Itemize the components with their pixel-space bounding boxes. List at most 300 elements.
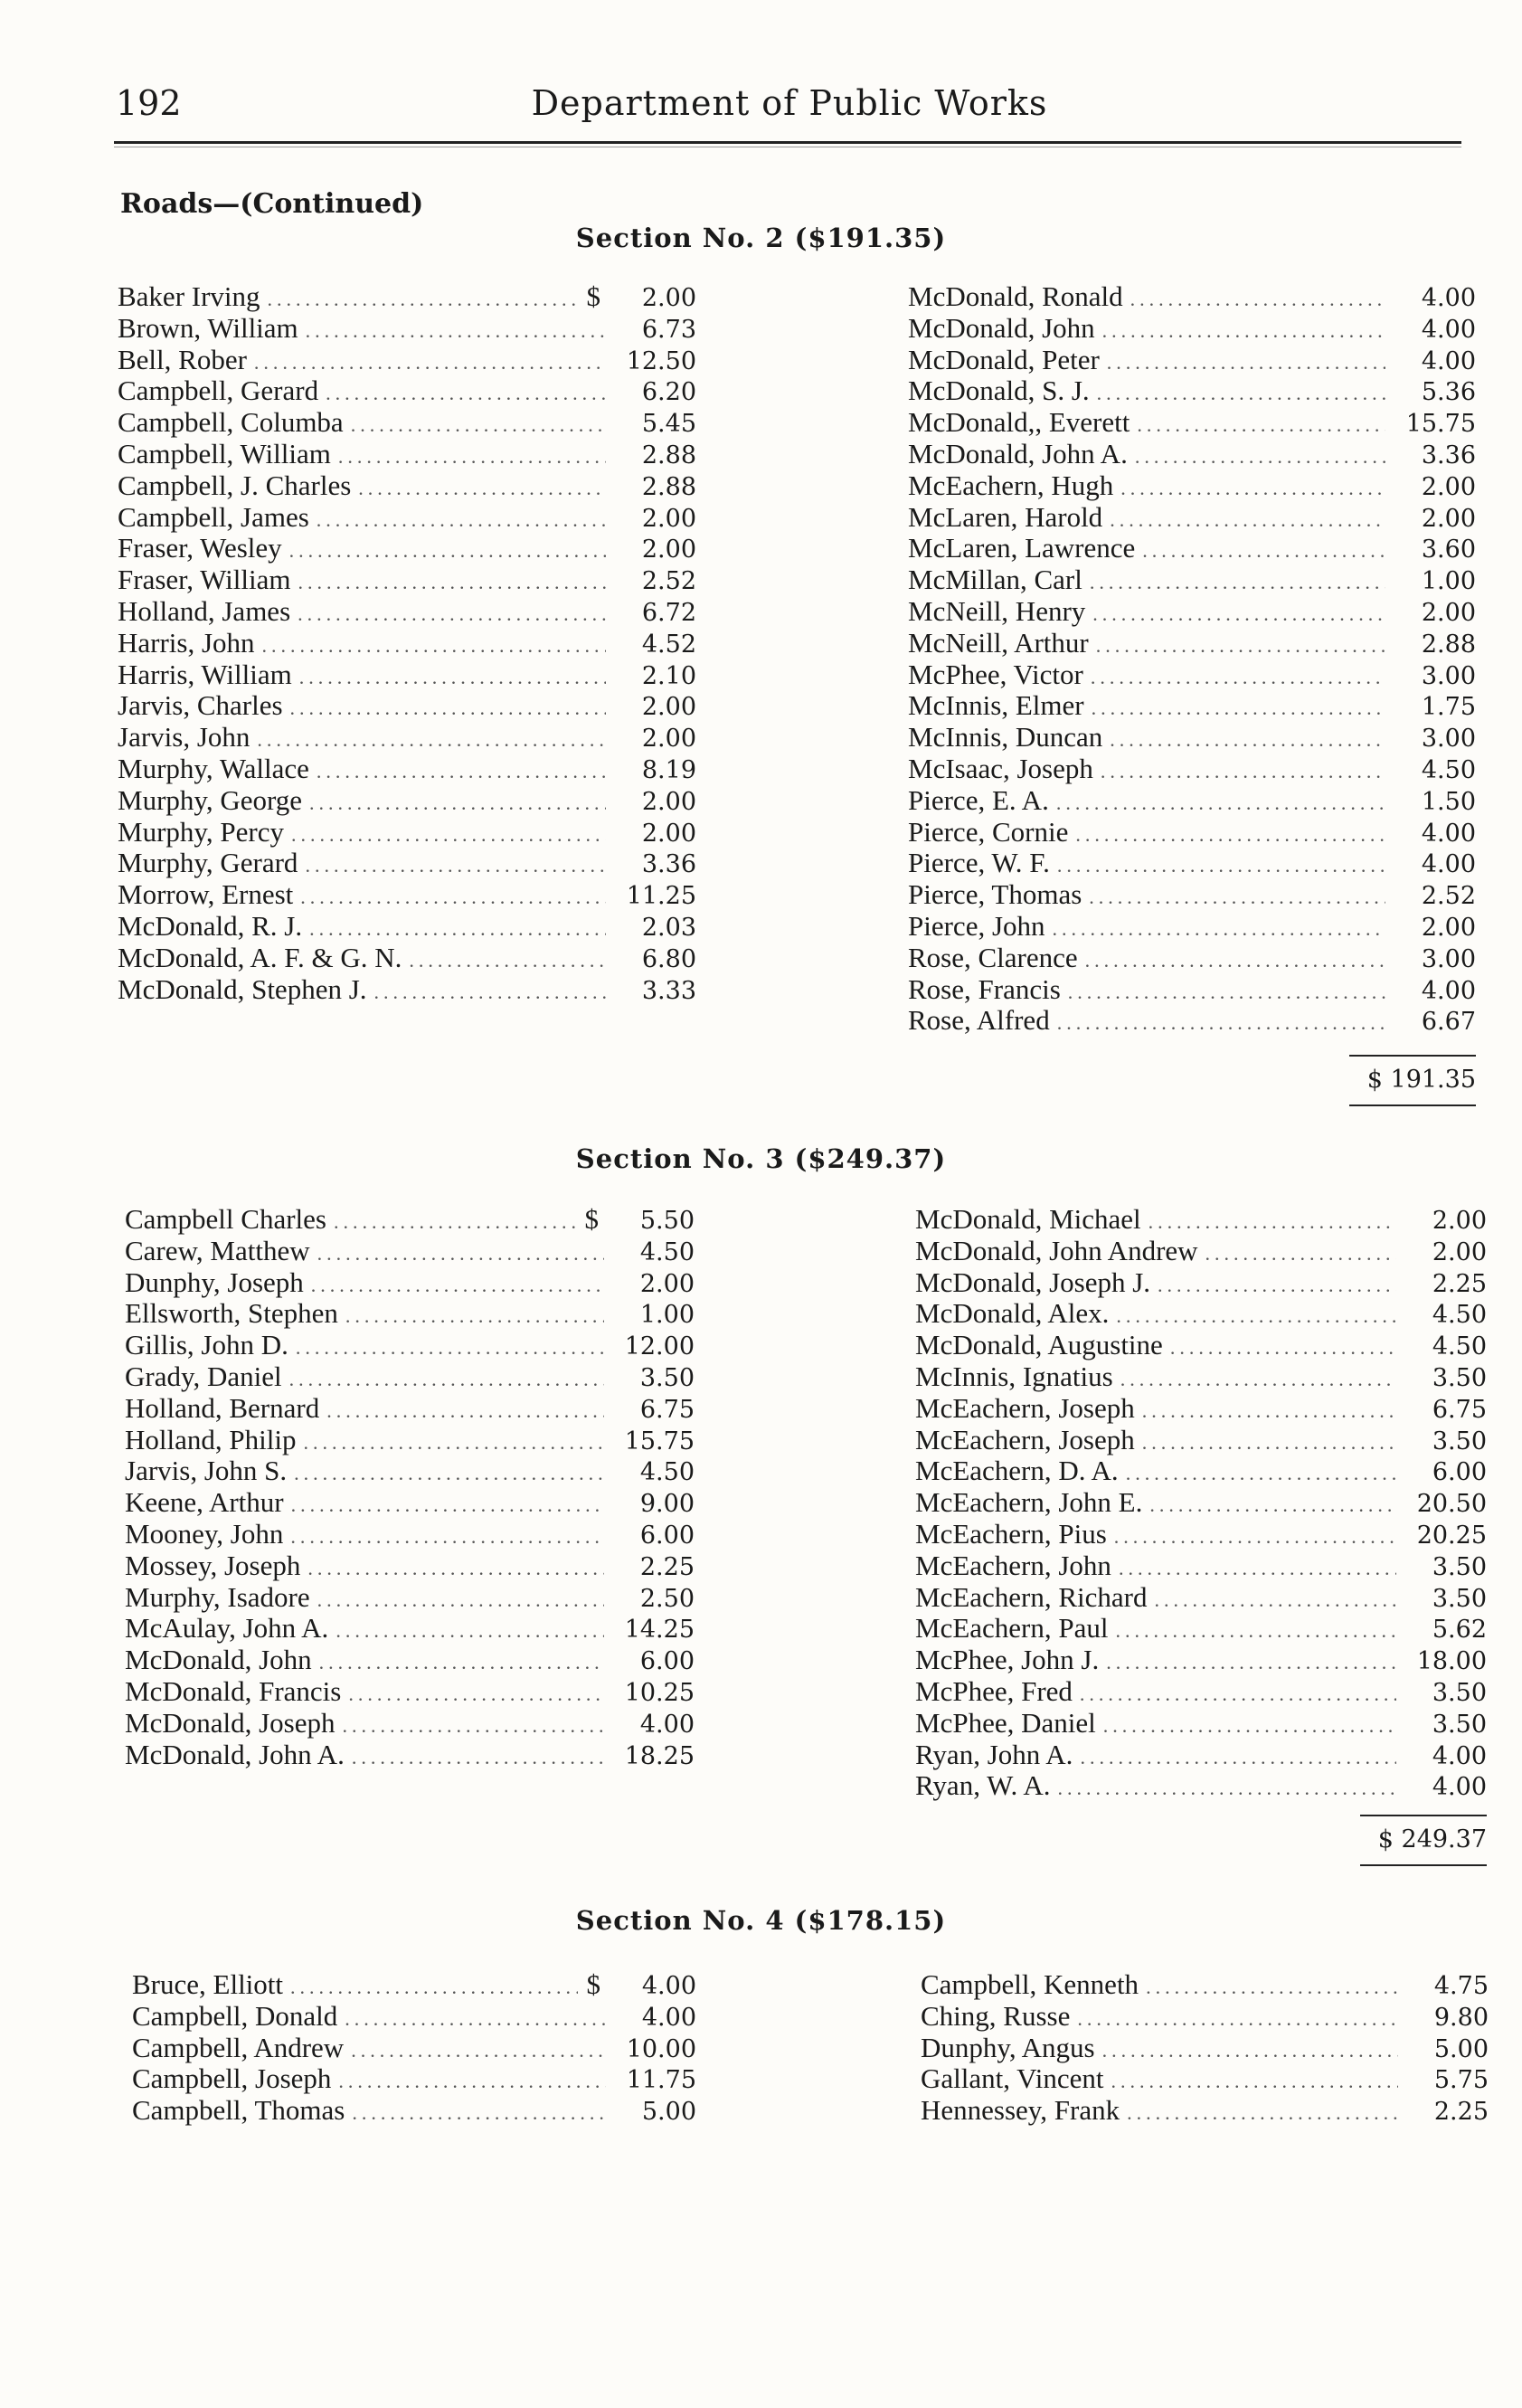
entry-amount: 4.00 xyxy=(1432,1773,1487,1802)
leader-dots xyxy=(1057,1777,1396,1800)
list-item xyxy=(915,1518,1487,1550)
entry-name: Ryan, John A. xyxy=(915,1738,1073,1770)
entry-name: Mossey, Joseph xyxy=(125,1549,301,1581)
entry-name: McDonald, John Andrew xyxy=(915,1234,1198,1266)
entry-name: Jarvis, John xyxy=(118,721,251,754)
entry-name: McDonald, Augustine xyxy=(915,1329,1163,1361)
entry-name: McDonald, S. J. xyxy=(908,374,1090,407)
list-item xyxy=(915,1392,1487,1424)
entry-amount: 6.75 xyxy=(1432,1395,1487,1424)
leader-dots xyxy=(338,2070,606,2093)
leader-dots xyxy=(1092,697,1385,720)
dollar-sign: $ xyxy=(586,280,600,312)
leader-dots xyxy=(296,1336,604,1360)
entry-amount: 4.75 xyxy=(1433,1972,1489,2000)
list-item xyxy=(908,689,1476,721)
entry-amount: 3.50 xyxy=(1432,1584,1487,1613)
entry-name: Campbell, J. Charles xyxy=(118,469,352,501)
entry-name: McInnis, Elmer xyxy=(908,689,1084,722)
list-item xyxy=(132,2094,696,2126)
entry-name: Fraser, William xyxy=(118,564,291,596)
entry-amount: 3.50 xyxy=(1432,1678,1487,1707)
leader-dots xyxy=(345,1304,604,1328)
entry-amount: 3.33 xyxy=(641,976,696,1005)
entry-name: McDonald, Francis xyxy=(125,1674,342,1707)
list-item xyxy=(132,1968,696,2000)
entry-name: McDonald, Michael xyxy=(915,1203,1141,1235)
entry-amount: 11.75 xyxy=(626,2066,696,2095)
entry-amount: 5.62 xyxy=(1432,1616,1487,1645)
list-item xyxy=(908,1004,1476,1036)
leader-dots xyxy=(289,1368,604,1391)
list-item xyxy=(118,784,696,816)
list-item xyxy=(915,1581,1487,1613)
list-item xyxy=(125,1392,695,1424)
leader-dots xyxy=(409,949,606,972)
leader-dots xyxy=(1090,571,1385,594)
entry-name: McEachern, Hugh xyxy=(908,469,1114,501)
entry-amount: 2.00 xyxy=(1421,598,1476,627)
list-item xyxy=(908,469,1476,501)
list-item xyxy=(132,2000,696,2032)
list-item xyxy=(125,1644,695,1675)
leader-dots xyxy=(1097,382,1385,405)
entry-amount: 3.00 xyxy=(1421,661,1476,690)
leader-dots xyxy=(1119,1557,1396,1580)
leader-dots xyxy=(1205,1242,1396,1266)
entry-amount: 5.00 xyxy=(641,2098,696,2127)
entry-amount: 3.50 xyxy=(1432,1710,1487,1739)
entry-amount: 3.50 xyxy=(1432,1552,1487,1581)
entry-name: Holland, Bernard xyxy=(125,1391,320,1424)
leader-dots xyxy=(338,445,606,469)
entry-name: McDonald, Stephen J. xyxy=(118,972,367,1005)
entry-amount: 1.75 xyxy=(1421,693,1476,722)
leader-dots xyxy=(1068,981,1385,1004)
list-item xyxy=(915,1612,1487,1644)
leader-dots xyxy=(262,634,606,658)
list-item xyxy=(908,312,1476,344)
entry-amount: 5.36 xyxy=(1421,378,1476,407)
section-3-title: Section No. 3 ($249.37) xyxy=(575,1143,947,1174)
leader-dots xyxy=(1077,2007,1398,2031)
leader-dots xyxy=(1127,2101,1398,2125)
entry-name: Hennessey, Frank xyxy=(921,2094,1120,2127)
entry-amount: 2.00 xyxy=(1432,1207,1487,1235)
leader-dots xyxy=(317,1588,604,1612)
entry-name: McEachern, John E. xyxy=(915,1486,1143,1519)
list-item xyxy=(908,878,1476,910)
entry-name: Ryan, W. A. xyxy=(915,1769,1051,1802)
leader-dots xyxy=(1085,949,1385,972)
list-item xyxy=(908,501,1476,533)
entry-amount: 4.00 xyxy=(1432,1741,1487,1770)
entry-amount: 6.73 xyxy=(641,315,696,344)
section-2-title: Section No. 2 ($191.35) xyxy=(575,223,947,253)
leader-dots xyxy=(290,697,606,720)
list-item xyxy=(118,689,696,721)
entry-name: McDonald, Joseph xyxy=(125,1706,336,1739)
entry-name: McLaren, Harold xyxy=(908,500,1103,533)
leader-dots xyxy=(1110,508,1385,532)
list-item xyxy=(118,344,696,375)
leader-dots xyxy=(290,1976,577,1999)
leader-dots xyxy=(348,1683,604,1706)
section-3-total: $ 249.37 xyxy=(1377,1825,1487,1853)
entry-amount: 6.75 xyxy=(639,1395,695,1424)
page-number: 192 xyxy=(116,83,182,123)
running-title: Department of Public Works xyxy=(531,83,1048,123)
entry-name: Morrow, Ernest xyxy=(118,878,294,911)
entry-name: McNeill, Henry xyxy=(908,594,1086,627)
leader-dots xyxy=(1102,2039,1398,2062)
entry-amount: 5.50 xyxy=(639,1207,695,1235)
list-item xyxy=(921,2000,1489,2032)
list-item xyxy=(118,847,696,878)
list-item xyxy=(915,1360,1487,1392)
entry-amount: 6.00 xyxy=(639,1647,695,1676)
leader-dots xyxy=(1057,854,1385,877)
entry-name: Bell, Rober xyxy=(118,343,247,375)
leader-dots xyxy=(1149,1493,1396,1517)
leader-dots xyxy=(291,1493,604,1517)
section-2-right-column xyxy=(908,280,1476,1036)
entry-amount: 4.50 xyxy=(1432,1332,1487,1361)
entry-amount: 2.25 xyxy=(639,1552,695,1581)
entry-amount: 4.52 xyxy=(641,630,696,659)
list-item xyxy=(125,1707,695,1739)
entry-name: Brown, William xyxy=(118,311,298,344)
list-item xyxy=(908,659,1476,690)
list-item xyxy=(118,973,696,1005)
entry-name: Murphy, George xyxy=(118,783,303,816)
list-item xyxy=(908,910,1476,942)
leader-dots xyxy=(1056,792,1385,815)
list-item xyxy=(125,1424,695,1455)
section-2-total: $ 191.35 xyxy=(1366,1066,1476,1094)
leader-dots xyxy=(303,1431,604,1455)
leader-dots xyxy=(1096,634,1385,658)
entry-name: McDonald, Alex. xyxy=(915,1297,1110,1330)
entry-amount: 1.00 xyxy=(1421,567,1476,596)
list-item xyxy=(908,816,1476,848)
entry-name: Pierce, John xyxy=(908,909,1045,942)
list-item xyxy=(908,595,1476,627)
entry-name: Murphy, Gerard xyxy=(118,847,298,879)
page-header xyxy=(116,83,1463,134)
list-item xyxy=(125,1297,695,1329)
list-item xyxy=(118,564,696,595)
entry-amount: 5.00 xyxy=(1433,2034,1489,2063)
entry-name: Harris, John xyxy=(118,626,255,659)
leader-dots xyxy=(299,666,606,689)
leader-dots xyxy=(1107,351,1385,374)
list-item xyxy=(921,2094,1489,2126)
entry-amount: 15.75 xyxy=(624,1427,695,1455)
section-3-left-column xyxy=(125,1203,695,1769)
list-item xyxy=(132,2032,696,2063)
section-2-left-column xyxy=(118,280,696,1004)
leader-dots xyxy=(1075,823,1385,847)
list-item xyxy=(915,1486,1487,1518)
list-item xyxy=(915,1644,1487,1675)
list-item xyxy=(908,973,1476,1005)
entry-name: McAulay, John A. xyxy=(125,1612,329,1645)
list-item xyxy=(908,942,1476,973)
entry-amount: 12.50 xyxy=(626,346,696,375)
entry-amount: 20.50 xyxy=(1416,1490,1487,1519)
leader-dots xyxy=(298,571,606,594)
entry-name: McEachern, Joseph xyxy=(915,1423,1135,1455)
leader-dots xyxy=(1130,288,1385,311)
leader-dots xyxy=(1120,477,1385,500)
list-item xyxy=(908,753,1476,784)
entry-name: McDonald, John A. xyxy=(125,1738,345,1770)
entry-name: McPhee, Daniel xyxy=(915,1706,1096,1739)
list-item xyxy=(125,1329,695,1360)
leader-dots xyxy=(334,1210,576,1234)
entry-name: Pierce, W. F. xyxy=(908,847,1050,879)
list-item xyxy=(125,1266,695,1298)
entry-amount: 2.00 xyxy=(641,284,696,312)
entry-amount: 9.00 xyxy=(639,1490,695,1519)
leader-dots xyxy=(351,413,606,437)
entry-name: Bruce, Elliott xyxy=(132,1968,284,2000)
leader-dots xyxy=(317,508,606,532)
entry-name: McDonald, John xyxy=(125,1644,312,1676)
leader-dots xyxy=(351,2039,606,2062)
leader-dots xyxy=(358,477,606,500)
entry-name: Rose, Clarence xyxy=(908,941,1078,973)
entry-amount: 4.50 xyxy=(1432,1301,1487,1330)
entry-name: Gallant, Vincent xyxy=(921,2062,1104,2095)
entry-amount: 4.00 xyxy=(639,1710,695,1739)
leader-dots xyxy=(336,1619,604,1643)
entry-name: McPhee, John J. xyxy=(915,1644,1100,1676)
entry-amount: 6.00 xyxy=(639,1521,695,1550)
leader-dots xyxy=(1103,1714,1396,1738)
total-rule-bottom xyxy=(1349,1104,1476,1106)
list-item xyxy=(125,1675,695,1707)
entry-name: Murphy, Isadore xyxy=(125,1580,310,1613)
entry-amount: 6.00 xyxy=(1432,1458,1487,1487)
entry-amount: 2.88 xyxy=(641,441,696,469)
entry-amount: 4.00 xyxy=(1421,346,1476,375)
list-item xyxy=(125,1360,695,1392)
leader-dots xyxy=(1116,1304,1396,1328)
section-4-right-column xyxy=(921,1968,1489,2126)
list-item xyxy=(915,1297,1487,1329)
section-4-title: Section No. 4 ($178.15) xyxy=(575,1905,947,1936)
entry-name: McDonald, John xyxy=(908,311,1095,344)
list-item xyxy=(118,878,696,910)
entry-name: Carew, Matthew xyxy=(125,1234,310,1266)
entry-name: Ellsworth, Stephen xyxy=(125,1297,338,1330)
leader-dots xyxy=(1092,602,1385,626)
entry-amount: 4.00 xyxy=(1421,315,1476,344)
leader-dots xyxy=(298,602,606,626)
list-item xyxy=(118,438,696,469)
entry-amount: 2.00 xyxy=(641,819,696,848)
leader-dots xyxy=(1155,1588,1397,1612)
entry-amount: 3.00 xyxy=(1421,725,1476,754)
leader-dots xyxy=(1170,1336,1396,1360)
entry-amount: 2.00 xyxy=(1421,913,1476,942)
entry-amount: 3.50 xyxy=(639,1363,695,1392)
section-4-left-column xyxy=(132,1968,696,2126)
leader-dots xyxy=(1089,886,1385,909)
entry-name: Campbell, Kenneth xyxy=(921,1968,1139,2000)
entry-name: McNeill, Arthur xyxy=(908,626,1089,659)
entry-name: Keene, Arthur xyxy=(125,1486,284,1519)
entry-name: McDonald, Ronald xyxy=(908,280,1123,312)
list-item xyxy=(118,942,696,973)
entry-amount: 2.00 xyxy=(1421,504,1476,533)
entry-amount: 18.25 xyxy=(624,1741,695,1770)
entry-amount: 2.10 xyxy=(641,661,696,690)
leader-dots xyxy=(268,288,578,311)
leader-dots xyxy=(289,539,606,563)
entry-amount: 1.50 xyxy=(1421,787,1476,816)
list-item xyxy=(921,2062,1489,2094)
entry-name: McLaren, Lawrence xyxy=(908,532,1136,564)
entry-amount: 2.00 xyxy=(639,1269,695,1298)
entry-amount: 4.50 xyxy=(1421,755,1476,784)
list-item xyxy=(118,721,696,753)
entry-amount: 2.00 xyxy=(641,504,696,533)
leader-dots xyxy=(342,1714,604,1738)
list-item xyxy=(915,1424,1487,1455)
entry-name: Rose, Francis xyxy=(908,972,1061,1005)
entry-amount: 6.67 xyxy=(1421,1008,1476,1037)
leader-dots xyxy=(317,1242,604,1266)
leader-dots xyxy=(374,981,606,1004)
leader-dots xyxy=(319,1651,604,1674)
list-item xyxy=(915,1203,1487,1235)
entry-name: Campbell Charles xyxy=(125,1203,326,1235)
list-item xyxy=(125,1486,695,1518)
list-item xyxy=(125,1612,695,1644)
entry-amount: 2.00 xyxy=(641,787,696,816)
list-item xyxy=(125,1518,695,1550)
leader-dots xyxy=(1158,1274,1396,1297)
list-item xyxy=(118,501,696,533)
list-item xyxy=(118,753,696,784)
leader-dots xyxy=(1120,1368,1396,1391)
list-item xyxy=(915,1769,1487,1801)
entry-amount: 10.00 xyxy=(626,2034,696,2063)
entry-amount: 2.88 xyxy=(1421,630,1476,659)
entry-amount: 3.36 xyxy=(641,850,696,879)
entry-name: McDonald, Joseph J. xyxy=(915,1266,1151,1298)
entry-name: Jarvis, Charles xyxy=(118,689,283,722)
list-item xyxy=(915,1739,1487,1770)
leader-dots xyxy=(1146,1976,1398,1999)
leader-dots xyxy=(1142,1399,1396,1423)
section-3-right-column xyxy=(915,1203,1487,1801)
entry-amount: 6.80 xyxy=(641,944,696,973)
list-item xyxy=(118,280,696,312)
entry-amount: 3.00 xyxy=(1421,944,1476,973)
leader-dots xyxy=(1115,1619,1396,1643)
leader-dots xyxy=(290,1525,604,1549)
list-item xyxy=(908,406,1476,438)
entry-amount: 5.75 xyxy=(1433,2066,1489,2095)
list-item xyxy=(125,1235,695,1266)
entry-amount: 18.00 xyxy=(1416,1647,1487,1676)
leader-dots xyxy=(352,1746,604,1769)
entry-name: McEachern, John xyxy=(915,1549,1111,1581)
entry-amount: 4.00 xyxy=(641,2003,696,2032)
leader-dots xyxy=(305,854,606,877)
entry-name: Pierce, Cornie xyxy=(908,815,1069,848)
entry-name: Mooney, John xyxy=(125,1517,284,1550)
list-item xyxy=(118,312,696,344)
entry-amount: 3.50 xyxy=(1432,1427,1487,1455)
entry-name: Rose, Alfred xyxy=(908,1004,1050,1037)
entry-amount: 2.00 xyxy=(1421,472,1476,501)
entry-amount: 11.25 xyxy=(626,882,696,911)
leader-dots xyxy=(1111,2070,1398,2093)
entry-name: Pierce, E. A. xyxy=(908,783,1049,816)
leader-dots xyxy=(1126,1462,1396,1485)
entry-amount: 2.52 xyxy=(1421,882,1476,911)
list-item xyxy=(915,1707,1487,1739)
entry-name: Dunphy, Joseph xyxy=(125,1266,304,1298)
entry-amount: 3.36 xyxy=(1421,441,1476,469)
entry-name: McDonald, John A. xyxy=(908,437,1128,469)
list-item xyxy=(915,1455,1487,1486)
leader-dots xyxy=(1080,1746,1396,1769)
dollar-sign: $ xyxy=(586,1968,600,2000)
entry-name: Murphy, Percy xyxy=(118,815,284,848)
list-item xyxy=(908,721,1476,753)
list-item xyxy=(118,659,696,690)
list-item xyxy=(132,2062,696,2094)
leader-dots xyxy=(300,886,606,909)
entry-amount: 1.00 xyxy=(639,1301,695,1330)
leader-dots xyxy=(257,728,606,752)
list-item xyxy=(915,1550,1487,1581)
entry-name: McDonald, A. F. & G. N. xyxy=(118,941,402,973)
leader-dots xyxy=(254,351,606,374)
entry-name: Campbell, Andrew xyxy=(132,2031,345,2063)
header-rule xyxy=(114,141,1461,144)
entry-name: Holland, Philip xyxy=(125,1423,297,1455)
entry-amount: 4.50 xyxy=(639,1458,695,1487)
list-item xyxy=(921,1968,1489,2000)
entry-amount: 9.80 xyxy=(1433,2003,1489,2032)
entry-name: McPhee, Victor xyxy=(908,658,1083,690)
list-item xyxy=(118,374,696,406)
leader-dots xyxy=(317,760,606,783)
leader-dots xyxy=(1114,1525,1396,1549)
entry-name: Baker Irving xyxy=(118,280,260,312)
entry-name: McEachern, Joseph xyxy=(915,1391,1135,1424)
list-item xyxy=(908,564,1476,595)
entry-amount: 2.00 xyxy=(641,536,696,564)
list-item xyxy=(118,406,696,438)
entry-name: McEachern, Paul xyxy=(915,1612,1109,1645)
list-item xyxy=(125,1550,695,1581)
leader-dots xyxy=(352,2101,606,2125)
list-item xyxy=(915,1266,1487,1298)
entry-name: Campbell, Joseph xyxy=(132,2062,332,2095)
entry-amount: 3.50 xyxy=(1432,1363,1487,1392)
entry-name: Campbell, Donald xyxy=(132,1999,338,2032)
entry-amount: 2.25 xyxy=(1432,1269,1487,1298)
list-item xyxy=(118,532,696,564)
